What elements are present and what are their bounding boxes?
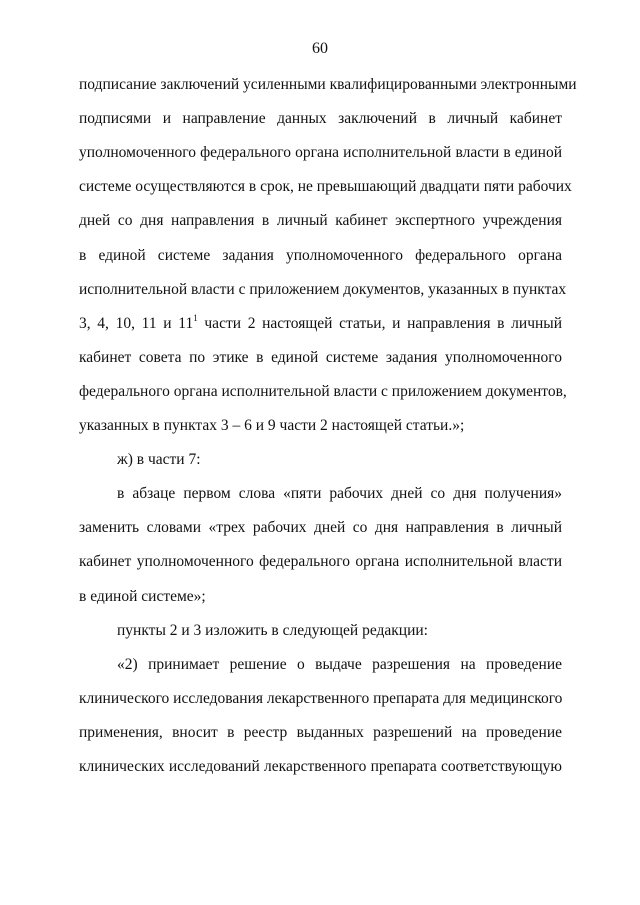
text-line: кабинет совета по этике в единой системе задания уполномоченного [79,348,562,366]
text-line: подписание заключений усиленными квалифицированными электронными [79,76,577,93]
text-line: дней со дня направления в личный кабинет экспертного учреждения [79,212,562,230]
text-line: федерального органа исполнительной власти с приложением документов, [79,382,567,400]
text-line: исполнительной власти с приложением документов, указанных в пунктах [79,280,567,298]
text-line: клинических исследований лекарственного препарата соответствующую [79,758,562,775]
text-line: пункты 2 и 3 изложить в следующей редакции: [117,621,428,639]
text-line: в абзаце первом слова «пяти рабочих дней со дня получения» [117,485,562,503]
text-line: клинического исследования лекарственного препарата для медицинского [79,689,563,707]
text-segment: 3, 4, 10, 11 и 11 [79,314,194,332]
superscript: 1 [193,312,198,323]
text-line: системе осуществляются в срок, не превышающий двадцати пяти рабочих [79,178,572,196]
text-line: уполномоченного федерального органа исполнительной власти в единой [79,144,562,162]
text-line: в единой системе задания уполномоченного федерального органа [79,246,562,264]
text-line [79,312,562,333]
text-segment: части 2 настоящей статьи, и направления в личный [197,314,562,332]
text-line: ж) в части 7: [117,451,201,469]
text-line: заменить словами «трех рабочих дней со дня направления в личный [79,519,562,537]
page-number: 60 [312,40,328,57]
text-line: указанных в пунктах 3 – 6 и 9 части 2 настоящей статьи.»; [79,417,465,434]
text-line: подписями и направление данных заключений в личный кабинет [79,110,562,128]
text-line: «2) принимает решение о выдаче разрешения на проведение [117,655,562,673]
text-line: в единой системе»; [79,587,206,605]
text-line: применения, вносит в реестр выданных разрешений на проведение [79,723,562,741]
text-line: кабинет уполномоченного федерального органа исполнительной власти [79,553,562,571]
